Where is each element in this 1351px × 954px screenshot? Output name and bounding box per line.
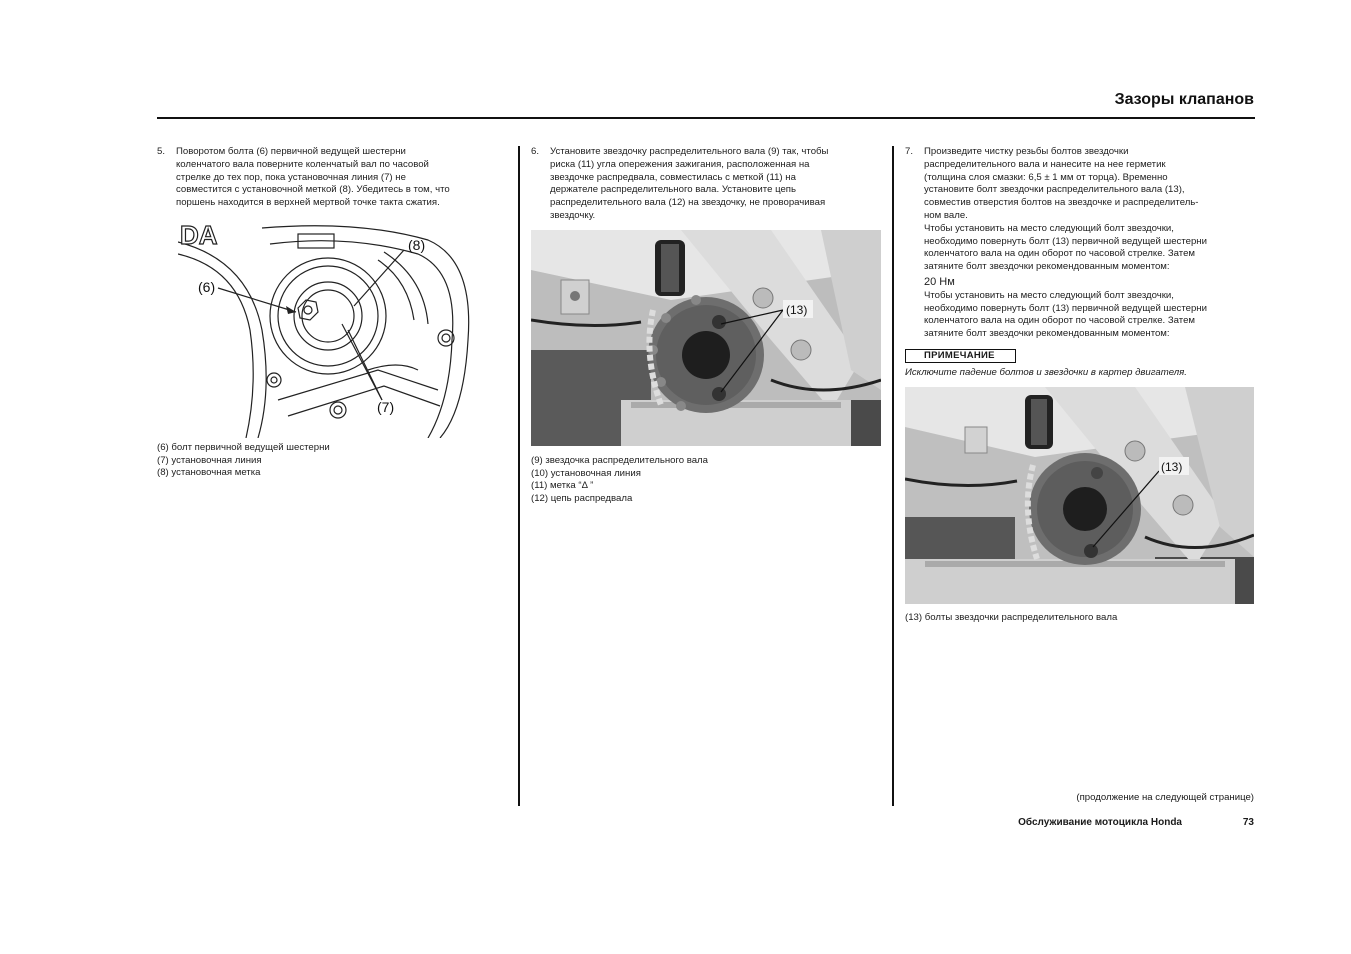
step-6 xyxy=(531,146,883,223)
step-5-number: 5. xyxy=(157,146,166,157)
crankshaft-diagram-drawing xyxy=(178,220,478,438)
diagram-logo-text: DA xyxy=(180,220,218,250)
step-6-text: Установите звездочку распределительного вала (9) так, чтобы риска (11) угла опережения зажигания, расположенная на звездочке распредвала, совместилась с меткой (11) на держателе распределительного вала. Установите цепь распределительного вала (12) на звездочку, не проворачивая звездочку. xyxy=(550,146,829,221)
torque-value: 20 Нм xyxy=(924,275,955,288)
step-7-number: 7. xyxy=(905,146,914,157)
label-6: (6) xyxy=(198,279,216,295)
photo-label-13-middle: (13) xyxy=(786,303,808,317)
middle-captions: (9) звездочка распределительного вала (10) установочная линия (11) метка “Δ ” (12) цепь распредвала xyxy=(531,455,708,504)
camshaft-sprocket-photo xyxy=(531,230,881,446)
label-8: (8) xyxy=(408,237,426,253)
continued-note: (продолжение на следующей странице) xyxy=(1076,792,1254,803)
step-7-text-1: Произведите чистку резьбы болтов звездочки распределительного вала и нанесите на нее герметик (толщина слоя смазки: 6,5 ± 1 мм от торца). Временно установите болт звездочки распределительного вала (13), совместив отверстия болтов на звездочке и распределитель- ном вале. Чтобы установить на место следующий болт звездочки, необходимо повернуть болт (13) первичной ведущей шестерни коленчатого вала на один оборот по часовой стрелке. Затем затяните болт звездочки рекомендованным моментом: xyxy=(924,146,1207,273)
note-text: Исключите падение болтов и звездочки в картер двигателя. xyxy=(905,367,1187,378)
step-5 xyxy=(157,146,507,210)
step-5-text: Поворотом болта (6) первичной ведущей шестерни коленчатого вала поверните коленчатый вал по часовой стрелке до тех пор, пока установочная линия (7) не совместится с установочной меткой (8). Убедитесь в том, что поршень находится в верхней мертвой точке такта сжатия. xyxy=(176,146,450,209)
step-7-text-2: Чтобы установить на место следующий болт звездочки, необходимо повернуть болт (13) первичной ведущей шестерни коленчатого вала на один оборот по часовой стрелке. Затем затяните болт звездочки рекомендованным моментом: xyxy=(924,289,1207,340)
step-6-number: 6. xyxy=(531,146,540,157)
page-title: Зазоры клапанов xyxy=(1114,91,1254,108)
column-divider-left xyxy=(518,146,520,806)
photo-label-13-right: (13) xyxy=(1161,460,1183,474)
right-caption: (13) болты звездочки распределительного вала xyxy=(905,612,1118,623)
step-7 xyxy=(905,146,1255,341)
label-7: (7) xyxy=(377,399,395,415)
column-divider-right xyxy=(892,146,894,806)
page-number: 73 xyxy=(1242,817,1254,828)
note-label-box: ПРИМЕЧАНИЕ xyxy=(905,349,1016,363)
header-rule xyxy=(157,117,1255,119)
sprocket-bolts-photo xyxy=(905,387,1254,604)
crankshaft-diagram xyxy=(178,220,478,438)
footer-book-title: Обслуживание мотоцикла Honda xyxy=(1018,817,1182,828)
left-captions: (6) болт первичной ведущей шестерни (7) установочная линия (8) установочная метка xyxy=(157,442,330,479)
